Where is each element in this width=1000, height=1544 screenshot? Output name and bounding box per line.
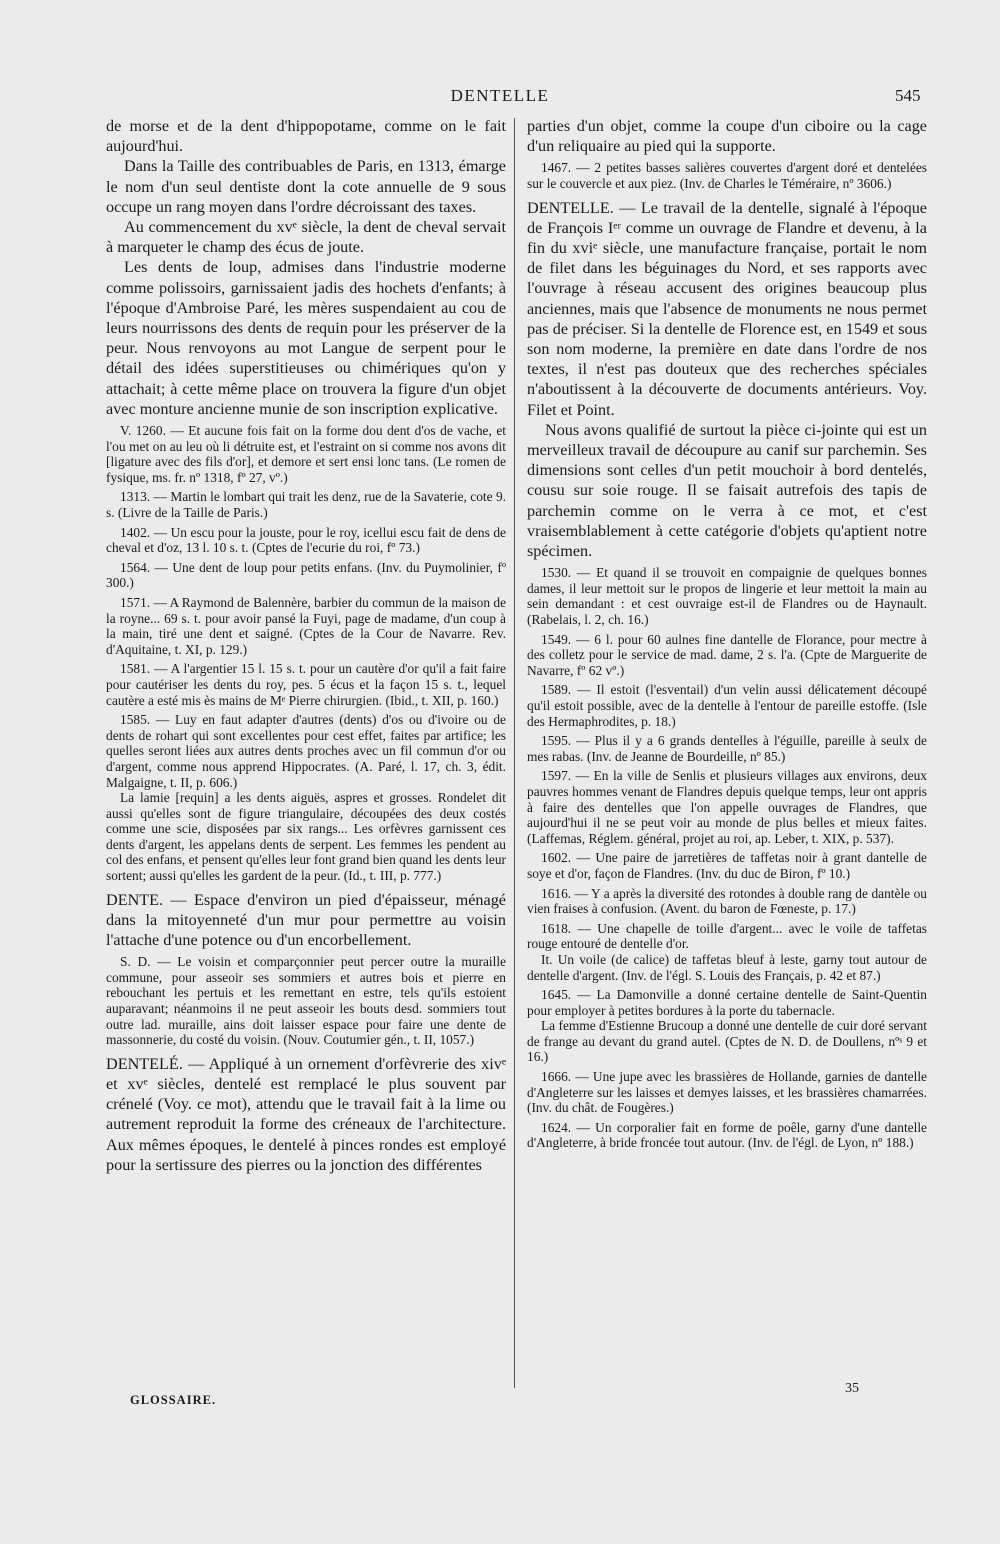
quotation-1618: 1618. — Une chapelle de toille d'argent... avec le voile de taffetas rouge entouré de dentelle d'or. <box>527 920 927 952</box>
entry-dente: DENTE. — Espace d'environ un pied d'épaisseur, ménagé dans la mitoyenneté d'un mur pour permettre au voisin l'attache d'une potence ou d'un encorbellement. <box>106 890 506 950</box>
running-title: DENTELLE <box>450 86 550 105</box>
paragraph: de morse et de la dent d'hippopotame, comme on le fait aujourd'hui. <box>106 117 506 156</box>
quotation-1549: 1549. — 6 l. pour 60 aulnes fine dantelle de Florance, pour mectre à des colletz pour le service de mad. dame, 2 s. l'a. (Cpte de Marguerite de Navarre, fº 62 vº.) <box>527 631 927 678</box>
paragraph: Dans la Taille des contribuables de Paris, en 1313, émarge le nom d'un seul dentiste dont la cote annuelle de 9 sous occupe un rang moyen dans l'ordre décroissant des taxes. <box>106 157 506 216</box>
paragraph: Au commencement du xvᵉ siècle, la dent de cheval servait à marqueter le champ des écus de joute. <box>106 218 506 257</box>
quotation-1645-continued: La femme d'Estienne Brucoup a donné une dentelle de cuir doré servant de frange au devant du grand autel. (Cptes de N. D. de Doullens, nºˢ 9 et 16.) <box>527 1018 927 1065</box>
quotation-1618-continued: It. Un voile (de calice) de taffetas bleuf à leste, garny tout autour de dentelle d'argent. (Inv. de l'égl. S. Louis des Français, p. 42 et 87.) <box>527 951 927 983</box>
paragraph: parties d'un objet, comme la coupe d'un ciboire ou la cage d'un reliquaire au pied qui la supporte. <box>527 117 927 156</box>
paragraph: Nous avons qualifié de surtout la pièce ci-jointe qui est un merveilleux travail de découpure au canif sur parchemin. Ses dimensions sont celles d'un petit mouchoir à bord dentelés, cousu sur soie rouge. Il se faisait autrefois des tapis de parchemin comme on le verra à ce mot, et c'est vraisemblablement à cette catégorie d'objets qu'aptient notre spécimen. <box>527 420 927 561</box>
quotation-1589: 1589. — Il estoit (l'esventail) d'un velin aussi délicatement découpé qu'il estoit possible, avec de la dentelle à l'entour de pareille estoffe. (Isle des Hermaphrodites, p. 18.) <box>527 682 927 729</box>
quotation-1624: 1624. — Un corporalier fait en forme de poêle, garny d'une dantelle d'Angleterre, à bride froncée tout autour. (Inv. de l'égl. de Lyon, nº 188.) <box>527 1119 927 1151</box>
quotation-1581: 1581. — A l'argentier 15 l. 15 s. t. pour un cautère d'or qu'il a fait faire pour cautériser les dents du roy, pes. 5 écus et la façon 15 s. t., lequel cautère a esté mis ès mains de Mᵉ Pierre chirurgien. (Ibid., t. XII, p. 160.) <box>106 661 506 708</box>
entry-dentele: DENTELÉ. — Appliqué à un ornement d'orfèvrerie des xivᵉ et xvᵉ siècles, dentelé est remplacé le plus souvent par crénelé (Voy. ce mot), attendu que le travail fait à la lime ou autrement reproduit la forme des créneaux de l'architecture. Aux mêmes époques, le dentelé à pinces rondes est employé pour la sertissure des pierres ou la jonction des différentes <box>106 1054 506 1174</box>
quotation-1645: 1645. — La Damonville a donné certaine dentelle de Saint-Quentin pour employer à petites bordures à la porte du tabernacle. <box>527 987 927 1018</box>
quotation-1666: 1666. — Une jupe avec les brassières de Hollande, garnies de dantelle d'Angleterre sur les laisses et demyes laisses, et les brassières chamarrées. (Inv. du chât. de Fougères.) <box>527 1069 927 1116</box>
entry-dentelle: DENTELLE. — Le travail de la dentelle, signalé à l'époque de François Iᵉʳ comme un ouvrage de Flandre et devenu, à la fin du xviᵉ siècle, une manufacture française, portait le nom de filet dans les béguinages du Nord, et ses rapports avec l'ouvrage à réseau accusent des origines beaucoup plus anciennes, mais que l'absence de monuments ne nous permet pas de préciser. Si la dentelle de Florence est, en 1549 et sous son nom moderne, la première en date dans l'ordre de nos textes, il n'est pas douteux que des recherches spéciales n'aboutissent à la découverte de documents antérieurs. Voy. Filet et Point. <box>527 198 927 419</box>
quotation-1616: 1616. — Y a après la diversité des rotondes à double rang de dantèle ou vien fraises à confusion. (Avent. du baron de Fœneste, p. 17.) <box>527 885 927 917</box>
quotation-1585-continued: La lamie [requin] a les dents aiguës, aspres et grosses. Rondelet dit aussi qu'elles sont de figure triangulaire, découpées des deux costés comme une scie, disposées par six rangs... Les orfèvres garnissent ces dents d'argent, les appelans dents de serpent. Les femmes les pendent au col des enfans, et pensent qu'elles leur font grand bien quand les dents leur sortent; aussi qu'elles les gardent de la peur. (Id., t. III, p. 777.) <box>106 790 506 884</box>
signature-number: 35 <box>845 1381 859 1396</box>
quotation-1597: 1597. — En la ville de Senlis et plusieurs villages aux environs, deux pauvres hommes venant de Flandres depuis quelque temps, leur ont appris à faire des dentelles que l'on appelle ouvrages de Flandres, que aujourd'hui il ne se peut voir au monde de plus belles et mieux faites. (Laffemas, Réglem. général, projet au roi, ap. Leber, t. XIX, p. 537). <box>527 768 927 846</box>
quotation-1402: 1402. — Un escu pour la jouste, pour le roy, icellui escu fait de dens de cheval et d'oz, 13 l. 10 s. t. (Cptes de l'ecurie du roi, fº 73.) <box>106 524 506 556</box>
quotation-1260: V. 1260. — Et aucune fois fait on la forme dou dent d'os de vache, et l'ou met on au leu où li détruite est, et l'estraint on si comme nos avons dit [ligature avec des fils d'or], et demore et sert ensi lonc tans. (Le romen de fysique, ms. fr. nº 1318, fº 27, vº.) <box>106 423 506 485</box>
quotation-1602: 1602. — Une paire de jarretières de taffetas noir à grant dantelle de soye et d'or, façon de Flandres. (Inv. du duc de Biron, fº 10.) <box>527 850 927 881</box>
quotation-1313: 1313. — Martin le lombart qui trait les denz, rue de la Savaterie, cote 9. s. (Livre de la Taille de Paris.) <box>106 489 506 521</box>
quotation-1595: 1595. — Plus il y a 6 grands dentelles à l'éguille, pareille à seulx de mes rabas. (Inv. de Jeanne de Bourdeille, nº 85.) <box>527 733 927 764</box>
column-divider <box>514 118 515 1388</box>
quotation-1571: 1571. — A Raymond de Balennère, barbier du commun de la maison de la royne... 69 s. t. pour avoir pansé la Fuyi, page de madame, d'un coup à la main, tiré une dent et saigné. (Cptes de la Cour de Navarre. Rev. d'Aquitaine, t. XI, p. 129.) <box>106 594 507 657</box>
quotation-1585: 1585. — Luy en faut adapter d'autres (dents) d'os ou d'ivoire ou de dents de rohart qui sont excellentes pour cest effet, faites par artifice; les quelles seront liées aux autres dents proches avec un fil commun d'or ou d'argent, comme nous apprend Hippocrates. (A. Paré, l. 17, ch. 3, édit. Malgaigne, t. II, p. 606.) <box>106 712 506 790</box>
quotation-sd: S. D. — Le voisin et comparçonnier peut percer outre la muraille commune, pour asseoir ses sommiers et autres bois et pierre en rebouchant les pertuis et les remettant en estre, tels qu'ils estoient auparavant; néanmoins il ne peut asseoir les bouts desd. sommiers tout outre lad. muraille, ains doit laisser espace pour faire une dente de massonnerie, du costé du voisin. (Nouv. Coutumier gén., t. II, 1057.) <box>106 954 506 1048</box>
right-column <box>527 116 927 1151</box>
footer-label: GLOSSAIRE. <box>130 1393 217 1407</box>
quotation-1530: 1530. — Et quand il se trouvoit en compaignie de quelques bonnes dames, il leur mettoit sur le propos de lingerie et leur mettoit la main au sein demandant : et cest ouvraige est-il de Flandres ou de Haynault. (Rabelais, l. 2, ch. 16.) <box>527 565 927 628</box>
quotation-1564: 1564. — Une dent de loup pour petits enfans. (Inv. du Puymolinier, fº 300.) <box>106 559 506 591</box>
quotation-1467: 1467. — 2 petites basses salières couvertes d'argent doré et dentelées sur le couvercle et aux piez. (Inv. de Charles le Téméraire, nº 3606.) <box>527 160 927 191</box>
paragraph: Les dents de loup, admises dans l'industrie moderne comme polissoirs, garnissaient jadis des hochets d'enfants; à l'époque d'Ambroise Paré, les mères suspendaient au cou de leurs nourrissons des dents de requin pour les préserver de la peur. Nous renvoyons au mot Langue de serpent pour le détail des idées superstitieuses ou chimériques qu'on y attachait; à cette même place on trouvera la figure d'un objet avec monture ancienne munie de son inscription explicative. <box>106 258 506 418</box>
left-column <box>106 116 506 1175</box>
page-number: 545 <box>895 86 921 105</box>
